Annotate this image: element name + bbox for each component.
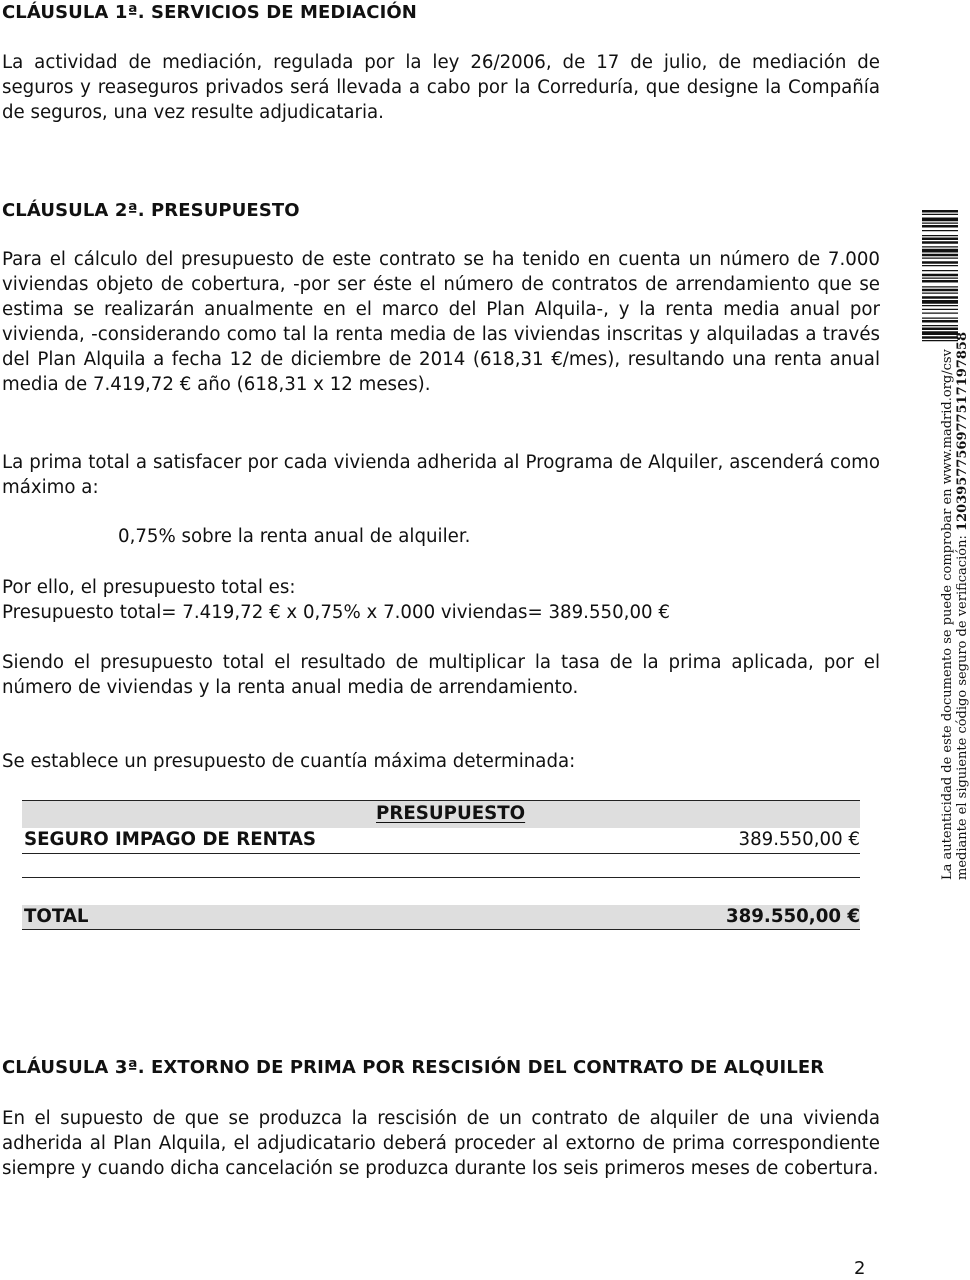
barcode-bar bbox=[922, 225, 958, 228]
table-row-label: SEGURO IMPAGO DE RENTAS bbox=[24, 829, 317, 850]
barcode-bar bbox=[922, 274, 958, 277]
barcode-bar bbox=[922, 289, 958, 292]
clause-3-body: En el supuesto de que se produzca la rescisión de un contrato de alquiler de una vivienda adherida al Plan Alquila, el adjudicatario deberá proceder al extorno de prima correspondiente siempre y cuando dicha cancelación se produzca durante los seis primeros meses de cobertura. bbox=[2, 1108, 880, 1179]
clause-2-paragraph-1: Para el cálculo del presupuesto de este contrato se ha tenido en cuenta un número de 7.000 viviendas objeto de cobertura, -por ser éste el número de contratos de arrendamiento que se estima se realizarán anualmente en el marco del Plan Alquila-, y la renta media anual por vivienda, -considerando como tal la renta media de las viviendas inscritas y alquiladas a través del Plan Alquila a fecha 12 de diciembre de 2014 (618,31 €/mes), resultando una renta anual media de 7.419,72 € año (618,31 x 12 meses). bbox=[2, 249, 880, 395]
verification-line-1: La autenticidad de este documento se puede comprobar en www.madrid.org/csv bbox=[940, 349, 955, 880]
table-spacer-rule bbox=[22, 877, 860, 878]
premium-rate: 0,75% sobre la renta anual de alquiler. bbox=[118, 526, 471, 547]
barcode-bar bbox=[922, 270, 958, 271]
barcode-bar bbox=[922, 293, 958, 294]
barcode-bar bbox=[922, 309, 958, 310]
table-row-rule bbox=[22, 853, 860, 854]
barcode-bar bbox=[922, 305, 958, 306]
verification-notice bbox=[940, 332, 970, 880]
barcode-bar bbox=[922, 210, 958, 213]
clause-1-body: La actividad de mediación, regulada por la ley 26/2006, de 17 de julio, de mediación de seguros y reaseguros privados será llevada a cabo por la Correduría, que designe la Compañía de seguros, una vez resulte adjudicataria. bbox=[2, 52, 880, 123]
page-number: 2 bbox=[854, 1258, 866, 1279]
barcode-bar bbox=[922, 235, 958, 236]
barcode-bar bbox=[922, 214, 958, 215]
verification-line-2 bbox=[955, 332, 970, 880]
table-header: PRESUPUESTO bbox=[376, 803, 526, 824]
barcode-bar bbox=[922, 296, 958, 299]
table-total-label: TOTAL bbox=[24, 906, 89, 927]
barcode-bar bbox=[922, 238, 958, 241]
clause-2-heading: CLÁUSULA 2ª. PRESUPUESTO bbox=[2, 200, 300, 221]
barcode-bar bbox=[922, 223, 958, 224]
barcode-bar bbox=[922, 325, 958, 326]
max-budget-statement: Se establece un presupuesto de cuantía máxima determinada: bbox=[2, 751, 576, 772]
verification-code: 1203957756977517197858 bbox=[955, 332, 970, 532]
total-intro: Por ello, el presupuesto total es: bbox=[2, 577, 296, 598]
clause-2-paragraph-3: Siendo el presupuesto total el resultado de multiplicar la tasa de la prima aplicada, por el número de viviendas y la renta anual media de arrendamiento. bbox=[2, 652, 880, 698]
barcode-bar bbox=[922, 241, 958, 244]
barcode-bar bbox=[922, 280, 958, 283]
barcode-bar bbox=[922, 313, 958, 314]
table-top-rule bbox=[22, 800, 860, 801]
barcode-bar bbox=[922, 230, 958, 231]
barcode-bar bbox=[922, 218, 958, 222]
barcode-bar bbox=[922, 261, 958, 264]
barcode-bar bbox=[922, 278, 958, 279]
clause-1-heading: CLÁUSULA 1ª. SERVICIOS DE MEDIACIÓN bbox=[2, 2, 417, 23]
verification-label: mediante el siguiente código seguro de verificación: bbox=[955, 535, 970, 880]
clause-2-paragraph-2: La prima total a satisfacer por cada vivienda adherida al Programa de Alquiler, ascenderá como máximo a: bbox=[2, 452, 880, 498]
barcode-bar bbox=[922, 286, 958, 287]
barcode-bar bbox=[922, 318, 958, 319]
barcode-bar bbox=[922, 320, 958, 323]
barcode-bar bbox=[922, 328, 958, 331]
total-formula: Presupuesto total= 7.419,72 € x 0,75% x 7.000 viviendas= 389.550,00 € bbox=[2, 602, 670, 623]
table-bottom-rule bbox=[22, 929, 860, 930]
table-row-value: 389.550,00 € bbox=[738, 829, 860, 850]
clause-3-heading: CLÁUSULA 3ª. EXTORNO DE PRIMA POR RESCISIÓN DEL CONTRATO DE ALQUILER bbox=[2, 1057, 825, 1078]
barcode-bar bbox=[922, 258, 958, 259]
barcode-bar bbox=[922, 254, 958, 257]
barcode-bar bbox=[922, 300, 958, 304]
barcode-bar bbox=[922, 249, 958, 253]
barcode-bar bbox=[922, 265, 958, 266]
barcode-bar bbox=[922, 246, 958, 247]
table-total-value: 389.550,00 € bbox=[725, 906, 860, 927]
